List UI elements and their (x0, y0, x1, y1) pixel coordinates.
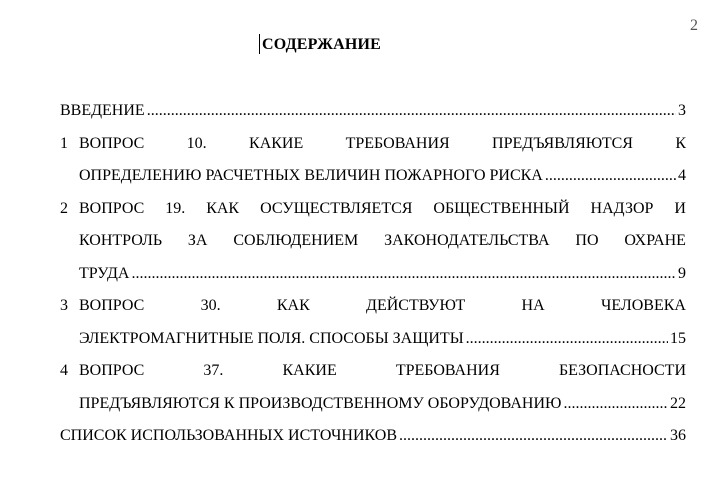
text-cursor (259, 34, 260, 54)
toc-entry-number: 3 (60, 297, 68, 314)
toc-word: ОБЩЕСТВЕННЫЙ (433, 199, 570, 217)
toc-entry-sources[interactable] (60, 420, 686, 453)
toc-entry-number: 2 (60, 199, 68, 217)
toc-entry-intro[interactable] (60, 95, 686, 128)
toc-page-number: 4 (678, 167, 686, 184)
dot-leader (545, 160, 676, 193)
toc-word: ЧЕЛОВЕКА (600, 297, 686, 314)
table-of-contents (60, 95, 686, 453)
toc-page-number: 9 (678, 264, 686, 282)
toc-word: ВОПРОС (79, 362, 145, 379)
toc-entry-line (79, 355, 686, 388)
toc-word: 10. (186, 134, 207, 152)
dot-leader (563, 388, 668, 421)
dot-leader (399, 420, 668, 453)
toc-word: ЗА (187, 232, 208, 249)
toc-page-number: 15 (670, 329, 686, 347)
toc-entry-4-cont[interactable] (60, 388, 686, 421)
toc-word: КАКИЕ (282, 362, 337, 379)
toc-entry-3-cont[interactable] (60, 323, 686, 356)
toc-word: НА (521, 297, 545, 314)
toc-page-number: 36 (670, 427, 686, 444)
toc-word: НАДЗОР (590, 199, 654, 217)
toc-word: СОБЛЮДЕНИЕМ (233, 232, 359, 249)
toc-entry-label: ПРЕДЪЯВЛЯЮТСЯ К ПРОИЗВОДСТВЕННОМУ ОБОРУДОВАНИЮ (79, 394, 562, 412)
toc-word: КАКИЕ (249, 134, 304, 152)
toc-word: БЕЗОПАСНОСТИ (558, 362, 686, 379)
toc-entry-line (79, 193, 686, 226)
toc-entry-2[interactable] (60, 193, 686, 226)
toc-entry-1-cont[interactable] (60, 160, 686, 193)
toc-word: И (674, 199, 686, 217)
toc-word: ПРЕДЪЯВЛЯЮТСЯ (492, 134, 633, 152)
toc-word: ОСУЩЕСТВЛЯЕТСЯ (260, 199, 413, 217)
page-number: 2 (690, 17, 698, 34)
dot-leader (147, 95, 676, 128)
toc-word: 19. (165, 199, 186, 217)
toc-entry-number: 1 (60, 134, 68, 152)
toc-entry-label: ТРУДА (79, 264, 130, 282)
toc-word: 37. (203, 362, 224, 379)
toc-entry-label: ОПРЕДЕЛЕНИЮ РАСЧЕТНЫХ ВЕЛИЧИН ПОЖАРНОГО РИСКА (79, 167, 543, 184)
toc-word: 30. (200, 297, 221, 314)
toc-entry-2-cont[interactable] (60, 225, 686, 258)
toc-entry-label: СПИСОК ИСПОЛЬЗОВАННЫХ ИСТОЧНИКОВ (60, 427, 398, 444)
toc-word: КАК (276, 297, 310, 314)
toc-entry-2-cont2[interactable] (60, 258, 686, 291)
page-title: СОДЕРЖАНИЕ (262, 36, 382, 53)
toc-word: ВОПРОС (79, 199, 145, 217)
toc-entry-3[interactable] (60, 290, 686, 323)
toc-word: КАК (206, 199, 240, 217)
toc-word: ЗАКОНОДАТЕЛЬСТВА (384, 232, 550, 249)
toc-word: ПО (575, 232, 599, 249)
dot-leader (131, 258, 676, 291)
toc-entry-label: ВВЕДЕНИЕ (60, 102, 145, 119)
toc-entry-number: 4 (60, 362, 68, 379)
toc-page-number: 3 (678, 102, 686, 119)
toc-word: КОНТРОЛЬ (79, 232, 163, 249)
toc-entry-label: ЭЛЕКТРОМАГНИТНЫЕ ПОЛЯ. СПОСОБЫ ЗАЩИТЫ (79, 329, 464, 347)
toc-word: ДЕЙСТВУЮТ (366, 297, 466, 314)
toc-word: К (675, 134, 686, 152)
toc-entry-line (79, 290, 686, 323)
dot-leader (466, 323, 668, 356)
toc-word: ОХРАНЕ (624, 232, 686, 249)
toc-word: ВОПРОС (79, 134, 145, 152)
toc-word: ТРЕБОВАНИЯ (345, 134, 450, 152)
toc-entry-1[interactable] (60, 128, 686, 161)
toc-entry-line (79, 128, 686, 161)
toc-word: ВОПРОС (79, 297, 145, 314)
toc-page-number: 22 (670, 394, 686, 412)
toc-entry-line (79, 225, 686, 258)
toc-word: ТРЕБОВАНИЯ (395, 362, 500, 379)
toc-entry-4[interactable] (60, 355, 686, 388)
